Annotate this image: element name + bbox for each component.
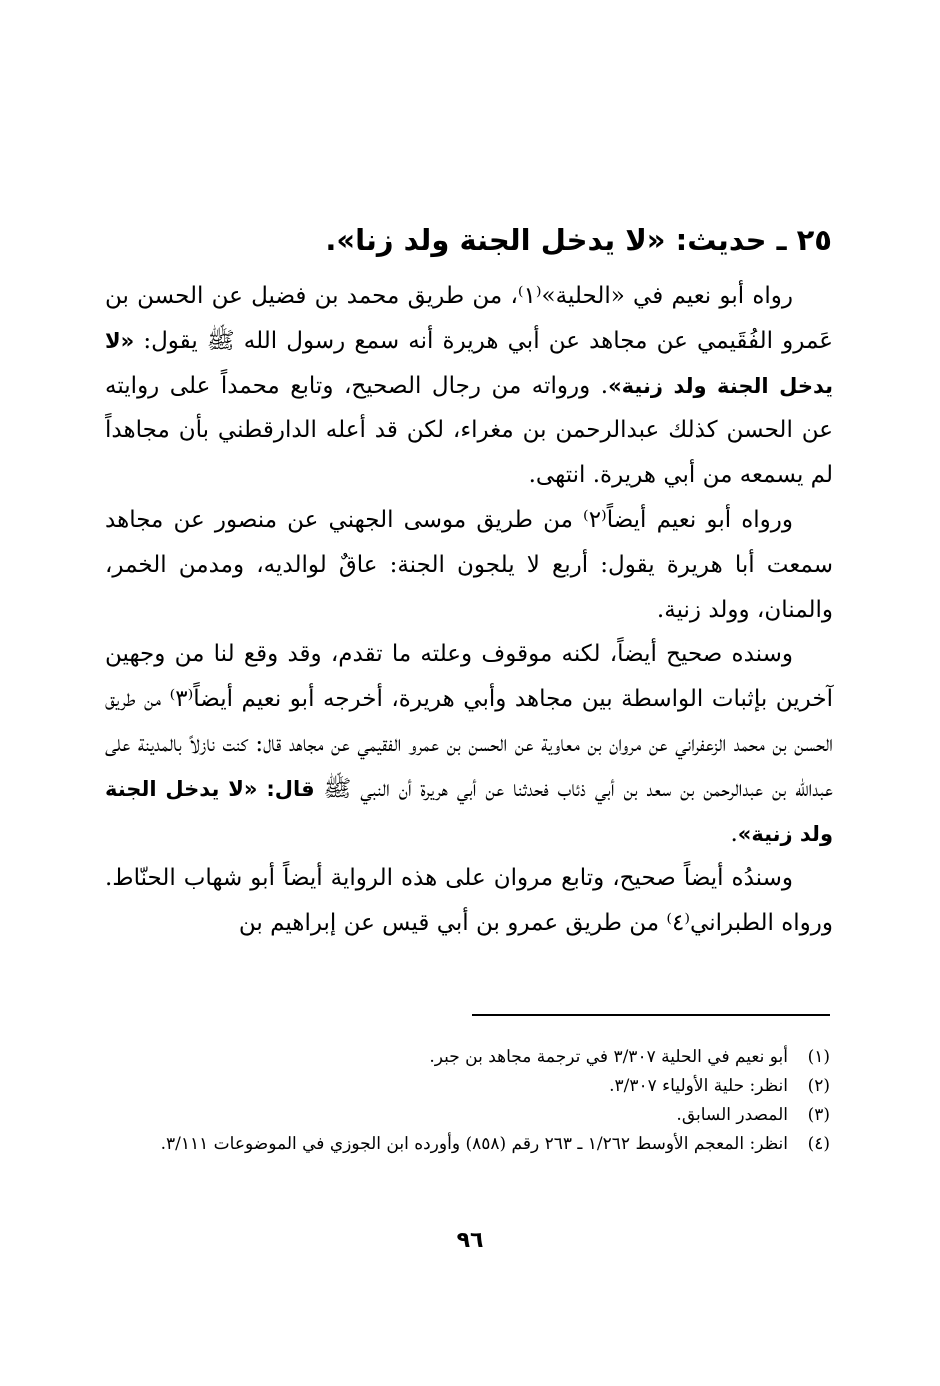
footnote-text: انظر: حلية الأولياء ٣/٣٠٧. [609, 1076, 788, 1096]
paragraph-text: وسندُه أيضاً صحيح، وتابع مروان على هذه الرواية أيضاً أبو شهاب الحنّاط. ورواه الطبراني⁽٤⁾ من طريق عمرو بن أبي قيس عن إبراهيم بن [105, 865, 833, 937]
paragraph-text: . ورواته من رجال الصحيح، وتابع محمداً على روايته عن الحسن كذلك عبدالرحمن بن مغراء، لكن قد أعله الدارقطني بأن مجاهداً لم يسمعه من أبي هريرة. انتهى. [105, 372, 833, 489]
footnote-divider [472, 1014, 830, 1016]
paragraph-text: ورواه أبو نعيم أيضاً⁽٢⁾ من طريق موسى الجهني عن منصور عن مجاهد سمعت أبا هريرة يقول: أربع لا يلجون الجنة: عاقٌ لوالديه، ومدمن الخمر، والمنان، وولد زنية. [105, 506, 833, 623]
paragraph [105, 856, 833, 946]
paragraph [105, 274, 833, 498]
footnote [118, 1043, 830, 1072]
paragraph-text: وسنده صحيح أيضاً، لكنه موقوف وعلته ما تقدم، وقد وقع لنا من وجهين آخرين بإثبات الواسطة بين مجاهد وأبي هريرة، أخرجه أبو نعيم أيضاً⁽٣⁾ من طريق الحسن بن محمد الزعفراني عن مروان بن معاوية عن الحسن بن عمرو الفقيمي عن مجاهد قال: كنت نازلاً بالمدينة على عبدالله بن عبدالرحمن بن سعد بن أبي ذئاب فحدثنا عن أبي هريرة أن النبي ﷺ [105, 641, 834, 802]
footnote [118, 1101, 830, 1130]
footnote-text: المصدر السابق. [676, 1105, 788, 1125]
footnote-number: (٣) [807, 1105, 830, 1125]
footnote [118, 1072, 830, 1101]
paragraph-text: . [730, 820, 738, 847]
paragraph-text: رواه أبو نعيم في «الحلية»⁽١⁾، من طريق محمد بن فضيل عن الحسن بن عَمرو الفُقَيمي عن مجاهد عن أبي هريرة أنه سمع رسول الله ﷺ يقول: [105, 283, 833, 354]
hadith-quote: قال: «لا يدخل الجنة ولد زنية» [105, 776, 833, 846]
hadith-quote: «لا يدخل الجنة ولد زنية» [105, 328, 833, 398]
footnotes [118, 1043, 830, 1159]
footnote-number: (٢) [807, 1076, 830, 1096]
footnote-number: (٤) [807, 1134, 830, 1154]
footnote-number: (١) [807, 1047, 830, 1067]
page-number: ٩٦ [456, 1228, 484, 1253]
hadith-heading: ٢٥ ـ حديث: «لا يدخل الجنة ولد زنا». [325, 223, 832, 257]
footnote [118, 1130, 830, 1159]
paragraph [105, 498, 833, 632]
paragraph [105, 632, 833, 856]
footnote-text: أبو نعيم في الحلية ٣/٣٠٧ في ترجمة مجاهد بن جبر. [429, 1047, 788, 1067]
main-text [105, 274, 833, 946]
footnote-text: انظر: المعجم الأوسط ١/٢٦٢ ـ ٢٦٣ رقم (٨٥٨) وأورده ابن الجوزي في الموضوعات ٣/١١١. [160, 1134, 788, 1154]
